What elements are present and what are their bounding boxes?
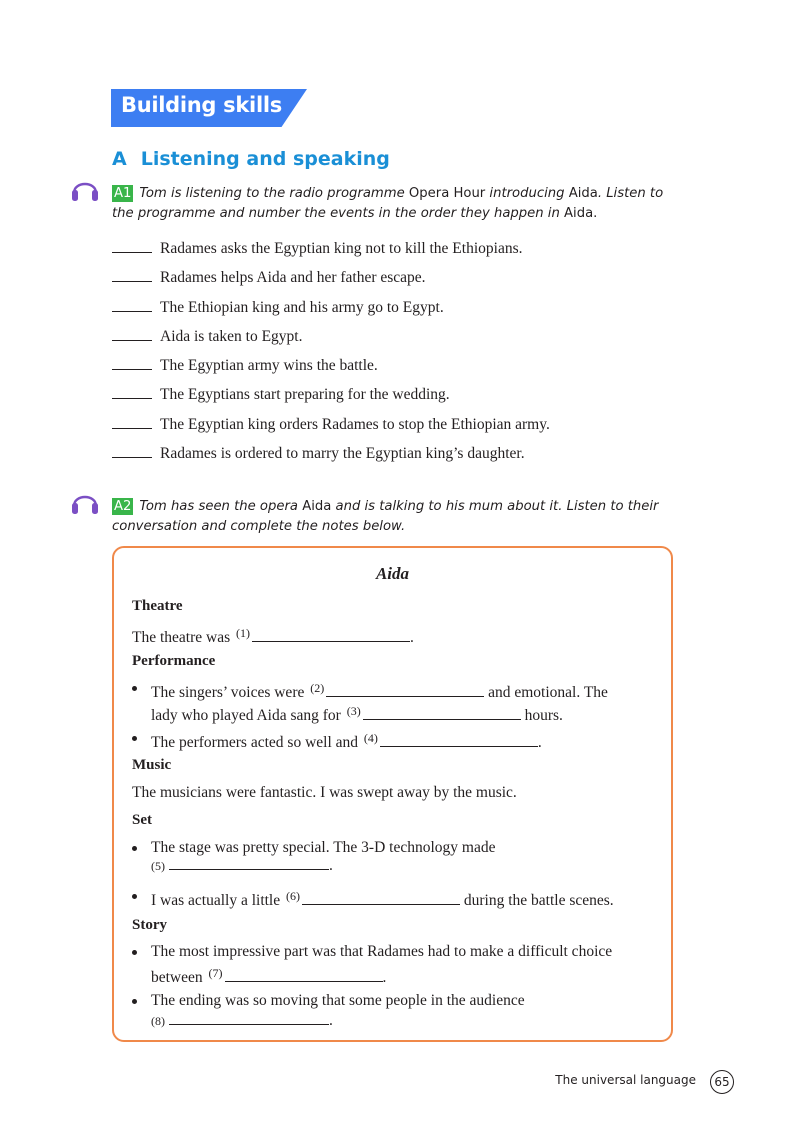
set-heading: Set xyxy=(132,812,152,828)
headphones-icon xyxy=(70,175,100,203)
answer-blank[interactable] xyxy=(252,628,410,642)
task-a1-instructions xyxy=(112,184,672,224)
event-text: Radames is ordered to marry the Egyptian king’s daughter. xyxy=(160,445,525,463)
task-a2-label: A2 xyxy=(114,499,132,514)
note-text: The theatre was xyxy=(132,629,231,646)
story-bullet-cont xyxy=(151,1010,333,1032)
event-item xyxy=(112,414,550,443)
task-a1-text: Tom is listening to the radio programme xyxy=(139,186,409,201)
answer-blank[interactable] xyxy=(112,414,152,429)
answer-blank[interactable] xyxy=(112,384,152,399)
story-bullet xyxy=(132,941,612,963)
banner-title: Building skills xyxy=(121,93,282,117)
set-bullet xyxy=(132,885,614,912)
answer-blank[interactable] xyxy=(112,443,152,458)
page-number: 65 xyxy=(710,1070,734,1094)
answer-blank[interactable] xyxy=(169,1011,329,1025)
note-text: The ending was so moving that some people in the audience xyxy=(151,992,525,1009)
headphones-icon xyxy=(70,488,100,516)
event-item xyxy=(112,443,550,472)
event-text: The Egyptian army wins the battle. xyxy=(160,357,378,375)
theatre-heading: Theatre xyxy=(132,598,183,614)
performance-bullet-cont xyxy=(151,700,563,727)
notes-box xyxy=(112,546,673,1042)
event-item xyxy=(112,238,550,267)
blank-number: (3) xyxy=(346,704,361,718)
event-text: Radames asks the Egyptian king not to kill the Ethiopians. xyxy=(160,240,523,257)
blank-number: (5) xyxy=(151,859,165,873)
event-text: The Egyptian king orders Radames to stop the Ethiopian army. xyxy=(160,415,550,433)
answer-blank[interactable] xyxy=(363,706,521,720)
note-text: hours. xyxy=(524,707,563,724)
music-heading: Music xyxy=(132,757,172,773)
answer-blank[interactable] xyxy=(302,891,460,905)
event-item xyxy=(112,267,550,296)
answer-blank[interactable] xyxy=(112,238,152,253)
event-item xyxy=(112,384,550,413)
event-item xyxy=(112,297,550,326)
set-bullet-cont xyxy=(151,855,333,877)
note-text: The singers’ voices were xyxy=(151,684,305,701)
note-text: I was actually a little xyxy=(151,892,281,909)
blank-number: (7) xyxy=(208,966,223,980)
notes-title: Aida xyxy=(375,564,410,583)
section-title: Listening and speaking xyxy=(140,148,390,170)
note-text: and emotional. The xyxy=(488,684,608,701)
answer-blank[interactable] xyxy=(112,297,152,312)
note-text: The performers acted so well and xyxy=(151,734,359,751)
note-text: . xyxy=(329,857,333,874)
event-item xyxy=(112,326,550,355)
event-list xyxy=(112,238,550,472)
task-a1-label: A1 xyxy=(114,186,132,201)
music-line: The musicians were fantastic. I was swept away by the music. xyxy=(132,784,517,801)
note-text: The most impressive part was that Radames had to make a difficult choice xyxy=(151,943,613,960)
note-text: during the battle scenes. xyxy=(463,892,614,909)
event-text: Radames helps Aida and her father escape. xyxy=(160,269,426,287)
story-heading: Story xyxy=(132,917,167,933)
event-item xyxy=(112,355,550,384)
event-text: The Ethiopian king and his army go to Egypt. xyxy=(160,298,444,316)
answer-blank[interactable] xyxy=(225,968,383,982)
answer-blank[interactable] xyxy=(326,683,484,697)
footer-chapter: The universal language xyxy=(555,1073,696,1087)
note-text: lady who played Aida sang for xyxy=(151,707,341,724)
task-a1-text: . Listen to the programme and number the events in the order they happen in xyxy=(112,186,664,221)
answer-blank[interactable] xyxy=(112,267,152,282)
answer-blank[interactable] xyxy=(169,856,329,870)
blank-number: (2) xyxy=(310,681,325,695)
blank-number: (4) xyxy=(363,731,378,745)
event-text: Aida is taken to Egypt. xyxy=(160,327,303,345)
note-text: . xyxy=(410,629,414,646)
task-a1-text: . xyxy=(593,206,598,221)
answer-blank[interactable] xyxy=(380,733,538,747)
task-a1-title: Aida xyxy=(564,206,594,221)
performance-bullet xyxy=(132,727,542,754)
blank-number: (6) xyxy=(286,889,300,903)
answer-blank[interactable] xyxy=(112,355,152,370)
event-text: The Egyptians start preparing for the wedding. xyxy=(160,386,450,404)
task-a2-title: Aida xyxy=(302,499,332,514)
answer-blank[interactable] xyxy=(112,326,152,341)
task-a1-title: Aida xyxy=(568,186,598,201)
note-text: . xyxy=(329,1012,333,1029)
blank-number: (1) xyxy=(236,626,250,640)
task-a1-title: Opera Hour xyxy=(408,186,486,201)
note-text: The stage was pretty special. The 3-D technology made xyxy=(151,839,496,856)
note-text: between xyxy=(151,969,203,986)
theatre-line xyxy=(132,622,414,649)
story-bullet-cont xyxy=(151,962,386,989)
note-text: . xyxy=(382,969,387,986)
task-a2-text: and is talking to his mum about it. Listen to their conversation and complete the notes below. xyxy=(112,499,659,534)
story-bullet xyxy=(132,990,525,1012)
task-a1-text: introducing xyxy=(485,186,569,201)
performance-heading: Performance xyxy=(132,653,216,669)
section-heading xyxy=(112,148,390,170)
task-a2-instructions xyxy=(112,497,672,537)
note-text: . xyxy=(537,734,542,751)
task-a2-text: Tom has seen the opera xyxy=(139,499,303,514)
section-letter: A xyxy=(112,148,127,170)
blank-number: (8) xyxy=(151,1014,165,1028)
